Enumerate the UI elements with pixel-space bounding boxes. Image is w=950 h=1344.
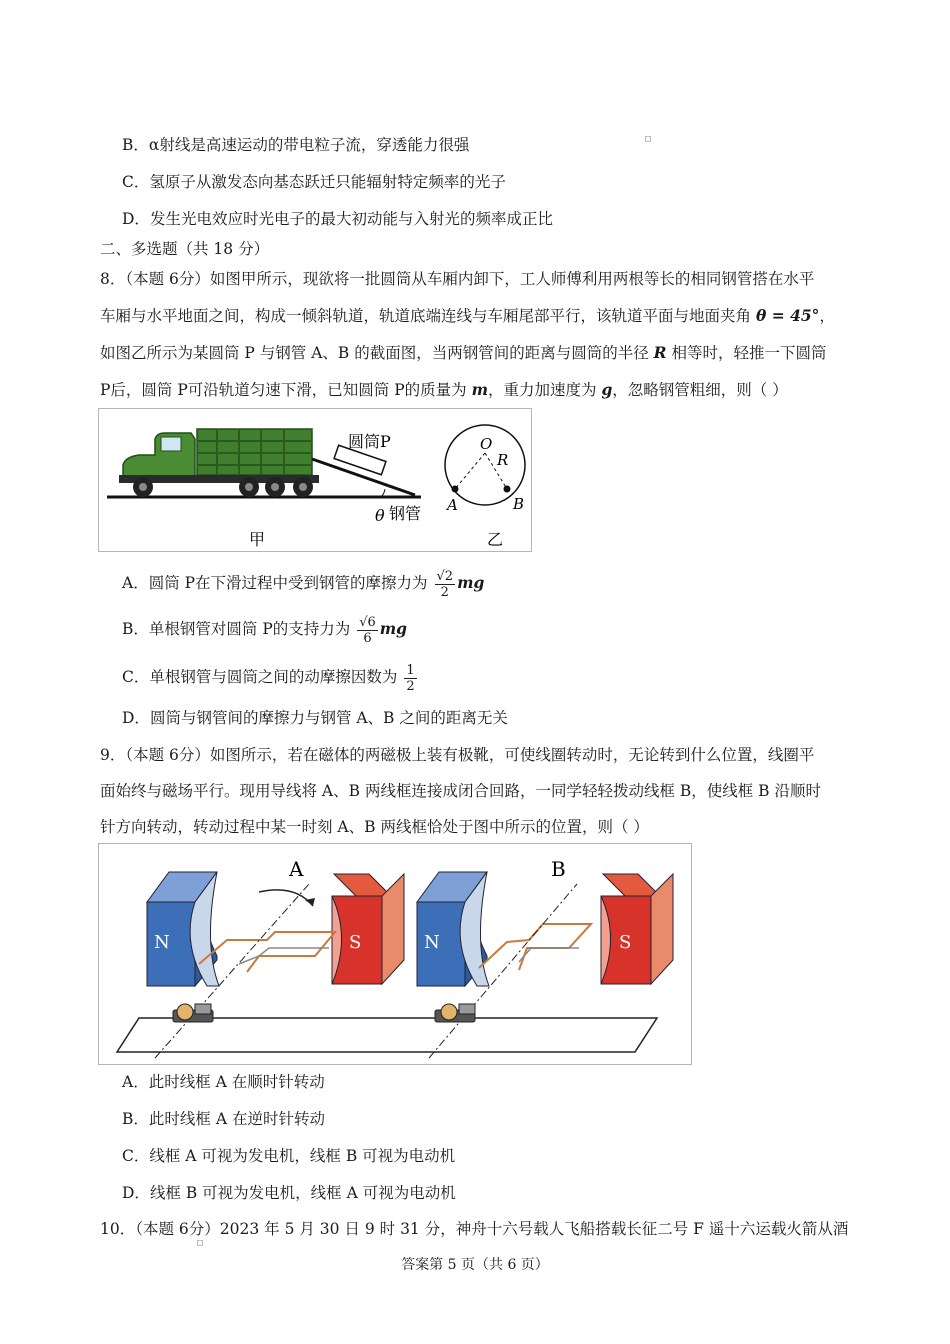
option-text: 此时线框 A 在顺时针转动 (148, 1073, 325, 1091)
q8-stem-text: 如图乙所示为某圆筒 P 与钢管 A、B 的截面图，当两钢管间的距离与圆筒的半径 (100, 344, 649, 362)
fraction (435, 569, 456, 600)
q8-option-a (122, 566, 484, 600)
option-label: C． (122, 668, 150, 686)
option-label: D． (122, 210, 150, 228)
q8-stem-text: ，忽略钢管粗细，则（ ） (612, 381, 788, 399)
mass-symbol: m (471, 380, 488, 399)
gravity-symbol: g (601, 380, 613, 399)
denominator: 2 (440, 584, 449, 600)
option-label: A． (122, 1073, 149, 1091)
tube-label: 圆筒P (348, 432, 391, 451)
q9-stem-line-2: 面始终与磁场平行。现用导线将 A、B 两线框连接成闭合回路，一同学轻轻拨动线框 B，使线框 B 沿顺时 (100, 782, 822, 800)
q8-stem-text: 车厢与水平地面之间，构成一倾斜轨道，轨道底端连线与车厢尾部平行，该轨道平面与地面夹角 (100, 307, 752, 325)
figure-yi-label: 乙 (487, 530, 504, 549)
option-text: 氢原子从激发态向基态跃迁只能辐射特定频率的光子 (149, 173, 506, 191)
option-text: 单根钢管与圆筒之间的动摩擦因数为 (149, 668, 398, 686)
option-text: 线框 B 可视为发电机，线框 A 可视为电动机 (149, 1184, 456, 1202)
q9-option-a (122, 1071, 325, 1093)
option-text: α射线是高速运动的带电粒子流，穿透能力很强 (148, 136, 470, 154)
marker-square (645, 136, 651, 142)
pipe-a-label: A (447, 496, 458, 514)
north-pole-label: N (424, 932, 440, 953)
q8-option-d (122, 707, 508, 729)
q8-stem-text: 相等时，轻推一下圆筒 (671, 344, 827, 362)
option-label: D． (122, 709, 150, 727)
option-text: 圆筒 P在下滑过程中受到钢管的摩擦力为 (148, 574, 428, 592)
theta-equation: θ = 45° (755, 306, 820, 325)
radius-label: R (497, 451, 509, 469)
q7-option-d (122, 208, 553, 230)
marker-square (197, 1240, 203, 1246)
option-text: 此时线框 A 在逆时针转动 (148, 1110, 325, 1128)
comma: ， (819, 307, 835, 325)
motor-generator-diagram (99, 844, 691, 1064)
q8-stem-line-2 (100, 305, 835, 327)
option-label: D． (122, 1184, 150, 1202)
q8-stem-text: ，重力加速度为 (488, 381, 597, 399)
q8-stem-line-1: 8．（本题 6分）如图甲所示，现欲将一批圆筒从车厢内卸下，工人师傅利用两根等长的相同钢管搭在水平 (100, 270, 815, 288)
truck-diagram (99, 409, 531, 551)
q8-stem-line-4 (100, 379, 788, 401)
frame-b-label: B (551, 857, 566, 881)
q9-option-d (122, 1182, 456, 1204)
q8-figure (98, 408, 532, 552)
south-pole-label: S (619, 932, 632, 953)
q8-stem-text: P后，圆筒 P可沿轨道匀速下滑，已知圆筒 P的质量为 (100, 381, 467, 399)
center-label: O (480, 435, 493, 453)
q10-stem-line-1: 10．（本题 6分）2023 年 5 月 30 日 9 时 31 分，神舟十六号载人飞船搭载长征二号 F 遥十六运载火箭从酒 (100, 1220, 849, 1238)
option-text: 圆筒与钢管间的摩擦力与钢管 A、B 之间的距离无关 (149, 709, 508, 727)
denominator: 2 (406, 678, 415, 694)
fraction (357, 615, 378, 646)
q9-stem-line-1: 9．（本题 6分）如图所示，若在磁体的两磁极上装有极靴，可使线圈转动时，无论转到什么位置，线圈平 (100, 746, 815, 764)
section-title: 二、多选题（共 18 分） (100, 240, 270, 258)
pipe-label: 钢管 (389, 504, 422, 523)
south-pole-label: S (349, 932, 362, 953)
fraction (404, 663, 416, 694)
option-label: B． (122, 136, 149, 154)
theta-label: θ (375, 506, 385, 525)
option-label: B． (122, 1110, 149, 1128)
north-pole-label: N (154, 932, 170, 953)
numerator: √2 (436, 568, 454, 584)
q7-option-b (122, 134, 469, 156)
q9-stem-line-3: 针方向转动，转动过程中某一时刻 A、B 两线框恰处于图中所示的位置，则（ ） (100, 818, 649, 836)
denominator: 6 (363, 630, 372, 646)
option-label: C． (122, 173, 150, 191)
frame-a-label: A (289, 857, 304, 881)
mg-symbol: mg (379, 619, 407, 638)
q8-option-b (122, 612, 407, 646)
q8-stem-line-3 (100, 342, 827, 364)
q9-option-b (122, 1108, 325, 1130)
truck-icon (119, 429, 319, 497)
figure-jia-label: 甲 (249, 530, 266, 549)
radius-symbol: R (653, 343, 667, 362)
q7-option-c (122, 171, 506, 193)
page-footer: 答案第 5 页（共 6 页） (401, 1257, 549, 1273)
option-text: 发生光电效应时光电子的最大初动能与入射光的频率成正比 (149, 210, 553, 228)
option-label: C． (122, 1147, 150, 1165)
option-label: B． (122, 620, 149, 638)
option-label: A． (122, 574, 149, 592)
q9-option-c (122, 1145, 455, 1167)
option-text: 单根钢管对圆筒 P的支持力为 (148, 620, 351, 638)
mg-symbol: mg (457, 573, 485, 592)
q9-figure (98, 843, 692, 1065)
pipe-b-label: B (513, 495, 525, 513)
numerator: √6 (359, 614, 376, 630)
option-text: 线框 A 可视为发电机，线框 B 可视为电动机 (149, 1147, 456, 1165)
numerator: 1 (406, 662, 415, 678)
q8-option-c (122, 660, 419, 694)
